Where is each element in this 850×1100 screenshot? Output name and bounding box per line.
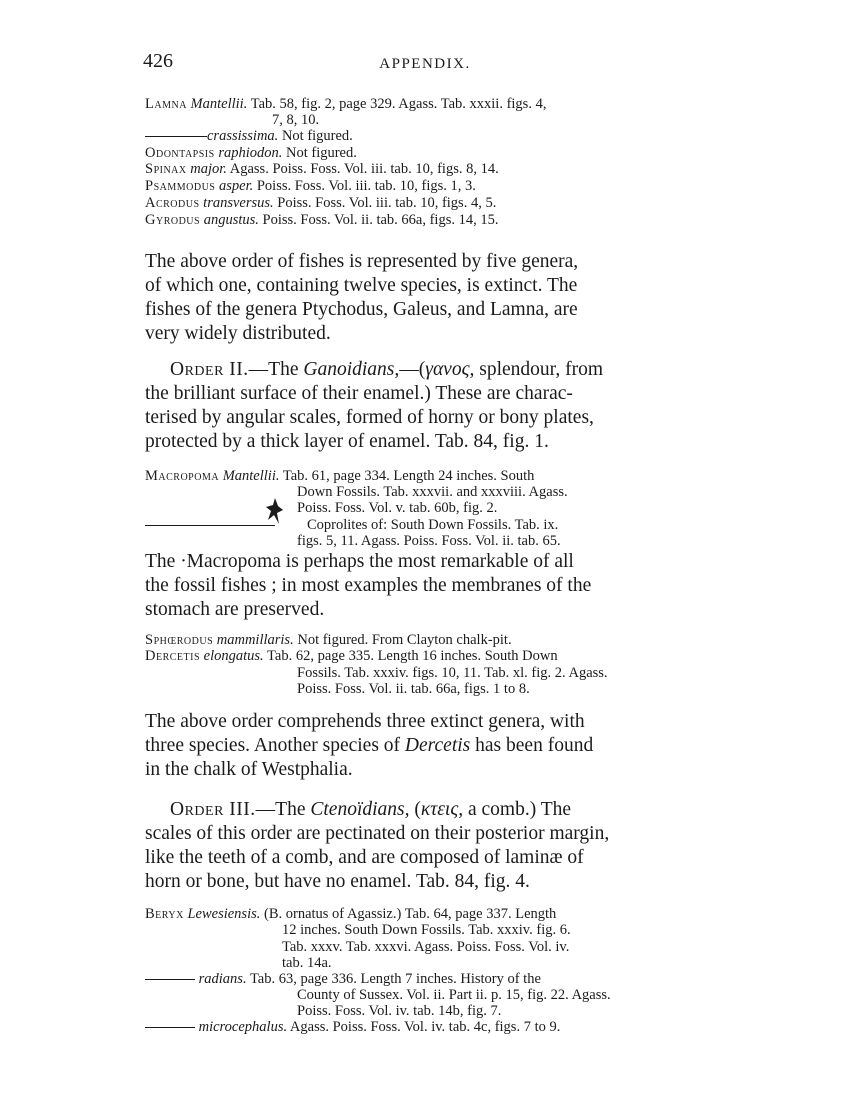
species-name: radians. (198, 971, 247, 987)
running-header: APPENDIX. (379, 56, 471, 72)
species-name: angustus. (203, 212, 259, 228)
entry-text: Poiss. Foss. Vol. ii. tab. 66a, figs. 14, 15. (262, 212, 499, 228)
entry-text: Tab. 63, page 336. Length 7 inches. History of the (249, 971, 541, 987)
entry-text: (B. ornatus of Agassiz.) Tab. 64, page 337. Length (264, 906, 557, 922)
species-name: microcephalus. (198, 1019, 288, 1035)
text-fragment: a comb.) The (463, 799, 572, 820)
paragraph-line: terised by angular scales, formed of horny or bony plates, (145, 407, 594, 428)
text-fragment: —( (399, 359, 426, 380)
paragraph-line: scales of this order are pectinated on their posterior margin, (145, 823, 610, 844)
entry-beryx-radians (145, 971, 541, 988)
genus-name: Gyrodus (145, 212, 201, 228)
entry-text: Tab. 62, page 335. Length 16 inches. South Down (267, 648, 558, 664)
paragraph-line: The above order comprehends three extinct genera, with (145, 711, 585, 732)
entry-beryx-microcephalus (145, 1019, 560, 1036)
text-fragment: has been found (470, 735, 594, 756)
order-label: Order II. (170, 359, 249, 380)
species-name: crassissima. (207, 128, 279, 144)
paragraph-line: in the chalk of Westphalia. (145, 759, 353, 780)
paragraph-line: protected by a thick layer of enamel. Tab. 84, fig. 1. (145, 431, 549, 452)
order-ii-heading (170, 358, 603, 382)
entry-text: Not figured. (281, 128, 353, 144)
entry-sphaerodus (145, 632, 512, 649)
genus-name: Acrodus (145, 195, 200, 211)
entry-gyrodus (145, 212, 498, 229)
paragraph-line: The above order of fishes is represented by five genera, (145, 251, 579, 272)
entry-spinax (145, 161, 499, 178)
species-name: transversus. (203, 195, 274, 211)
ditto-dash (145, 136, 207, 137)
entry-text: Agass. Poiss. Foss. Vol. iii. tab. 10, figs. 8, 14. (229, 161, 499, 177)
genus-name: Dercetis (145, 648, 201, 664)
ditto-dash (145, 1027, 195, 1028)
entry-continuation: Poiss. Foss. Vol. iv. tab. 14b, fig. 7. (297, 1003, 502, 1019)
entry-text: Poiss. Foss. Vol. iii. tab. 10, figs. 4, 5. (277, 195, 497, 211)
greek-word: γανος, (425, 359, 475, 380)
entry-text: Poiss. Foss. Vol. iii. tab. 10, figs. 1, 3. (256, 178, 476, 194)
entry-dercetis (145, 648, 558, 665)
species-name: raphiodon. (218, 145, 283, 161)
paragraph-line: like the teeth of a comb, and are composed of laminæ of (145, 847, 584, 868)
entry-text: Not figured. (285, 145, 357, 161)
entry-continuation (297, 500, 497, 517)
text-fragment: —The (248, 359, 304, 380)
entry-acrodus (145, 195, 496, 212)
entry-beryx (145, 906, 556, 923)
entry-lamna (145, 96, 546, 113)
entry-lamna-crassissima (145, 128, 353, 145)
species-name: Lewesiensis. (187, 906, 261, 922)
paragraph-line: horn or bone, but have no enamel. Tab. 84, fig. 4. (145, 871, 530, 892)
paragraph-line: stomach are preserved. (145, 599, 325, 620)
entry-continuation: figs. 5, 11. Agass. Poiss. Foss. Vol. ii. tab. 65. (297, 533, 561, 549)
species-name: elongatus. (203, 648, 264, 664)
entry-continuation: 12 inches. South Down Fossils. Tab. xxxiv. fig. 6. (282, 922, 571, 938)
entry-continuation: Fossils. Tab. xxxiv. figs. 10, 11. Tab. xl. fig. 2. Agass. (297, 665, 608, 681)
paragraph-line (145, 734, 593, 758)
genus-name: Sphœrodus (145, 632, 214, 648)
species-name: asper. (218, 178, 254, 194)
ditto-dash (145, 525, 275, 526)
species-name: major. (190, 161, 227, 177)
entry-continuation: tab. 14a. (282, 955, 332, 971)
genus-name: Macropoma (145, 468, 220, 484)
text-fragment: splendour, from (474, 359, 604, 380)
ditto-dash (145, 979, 195, 980)
entry-text: Poiss. Foss. Vol. v. tab. 60b, fig. 2. (297, 500, 498, 516)
paragraph-line: of which one, containing twelve species, is extinct. The (145, 275, 578, 296)
genus-name: Beryx (145, 906, 184, 922)
entry-text: Tab. 61, page 334. Length 24 inches. South (282, 468, 535, 484)
entry-continuation: Poiss. Foss. Vol. ii. tab. 66a, figs. 1 to 8. (297, 681, 530, 697)
order-name: Ctenoïdians, (310, 799, 410, 820)
paragraph-line: The ·Macropoma is perhaps the most remarkable of all (145, 551, 574, 572)
paragraph-line: very widely distributed. (145, 323, 331, 344)
entry-text: Coprolites of: South Down Fossils. Tab. ix. (307, 517, 559, 533)
ink-blot-mark (266, 498, 284, 524)
entry-odontapsis (145, 145, 357, 162)
paragraph-line: fishes of the genera Ptychodus, Galeus, and Lamna, are (145, 299, 578, 320)
entry-continuation: 7, 8, 10. (272, 112, 320, 128)
greek-word: κτεις, (420, 799, 464, 820)
page-number: 426 (143, 50, 173, 72)
entry-continuation: County of Sussex. Vol. ii. Part ii. p. 15, fig. 22. Agass. (297, 987, 611, 1003)
order-name: Ganoidians, (303, 359, 400, 380)
genus-name: Odontapsis (145, 145, 215, 161)
text-fragment: ( (409, 799, 421, 820)
genus-name: Psammodus (145, 178, 216, 194)
paragraph-line: the brilliant surface of their enamel.) These are charac- (145, 383, 573, 404)
species-name: Mantellii. (190, 96, 248, 112)
species-name: Mantellii. (222, 468, 280, 484)
paragraph-line: the fossil fishes ; in most examples the membranes of the (145, 575, 592, 596)
entry-text: Not figured. From Clayton chalk-pit. (297, 632, 512, 648)
genus-name: Lamna (145, 96, 187, 112)
text-fragment: —The (255, 799, 311, 820)
text-fragment: three species. Another species of (145, 735, 405, 756)
entry-text: Tab. 58, fig. 2, page 329. Agass. Tab. xxxii. figs. 4, (250, 96, 547, 112)
entry-continuation: Down Fossils. Tab. xxxvii. and xxxviii. Agass. (297, 484, 568, 500)
species-name: mammillaris. (216, 632, 294, 648)
genus-name: Spinax (145, 161, 187, 177)
entry-continuation: Tab. xxxv. Tab. xxxvi. Agass. Poiss. Foss. Vol. iv. (282, 939, 570, 955)
entry-text: Agass. Poiss. Foss. Vol. iv. tab. 4c, figs. 7 to 9. (289, 1019, 561, 1035)
order-iii-heading (170, 798, 571, 822)
entry-macropoma (145, 468, 534, 485)
genus-name: Dercetis (404, 735, 471, 756)
entry-macropoma-coprolites (145, 517, 558, 534)
order-label: Order III. (170, 799, 256, 820)
entry-psammodus (145, 178, 476, 195)
